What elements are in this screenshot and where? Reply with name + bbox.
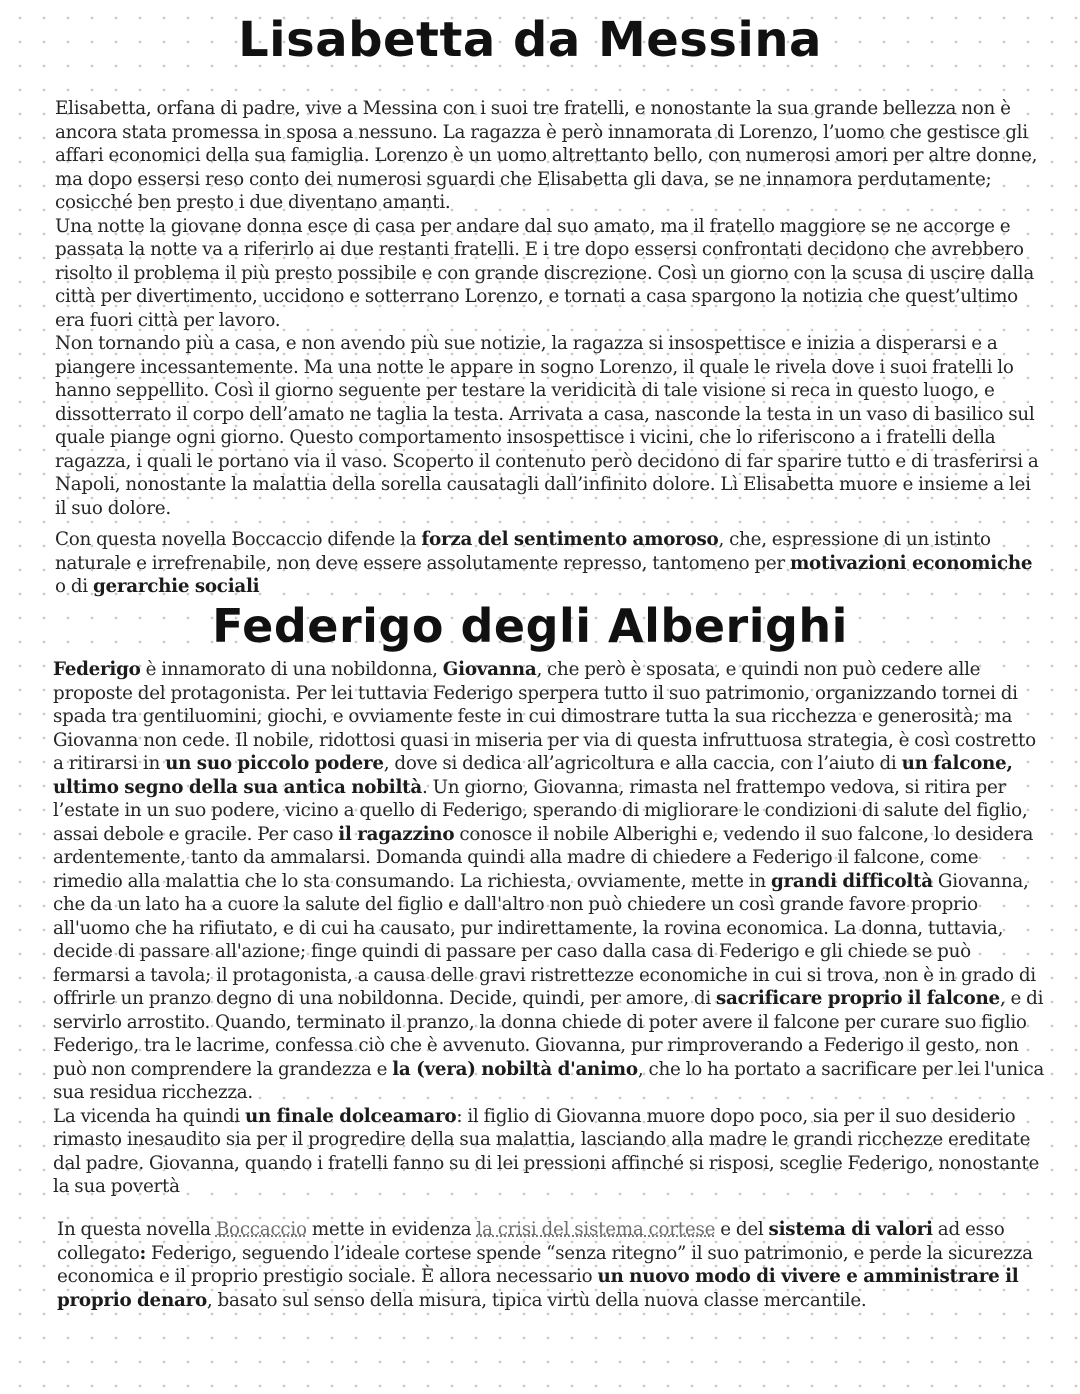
text: , che però è sposata, e quindi non può cedere alle proposte del protagonista. Per lei tuttavia Federigo sperpera tutto il suo patrimonio, organizzando tornei di spada tra gentiluomini, giochi, e ovviamente feste in cui dimostrare tutta la sua ricchezza e generosità; ma Giovanna non cede. Il nobile, ridottosi quasi in miseria per via di questa infruttuosa strategia, è così costretto a ritirarsi in — [53, 659, 1036, 774]
summary-part-1: Elisabetta, orfana di padre, vive a Messina con i suoi tre fratelli, e nonostante la sua grande bellezza non è ancora stata promessa in sposa a nessuno. La ragazza è però innamorata di Lorenzo, l’uomo che gestisce gli affari economici della sua famiglia. Lorenzo è un uomo altrettanto bello, con numerosi amori per altre donne, ma dopo essersi reso conto dei numerosi sguardi che Elisabetta gli dava, se ne innamora perdutamente; cosicché ben presto i due diventano amanti. — [55, 98, 1038, 213]
text: Con questa novella Boccaccio difende la — [55, 529, 422, 550]
summary-part-3: Non tornando più a casa, e non avendo più sue notizie, la ragazza si insospettisce e inizia a disperarsi e a piangere incessantemente. Ma una notte le appare in sogno Lorenzo, il quale le rivela dove i suoi fratelli lo hanno seppellito. Così il giorno seguente per testare la veridicità di tale visione si reca in questo luogo, e dissotterrato il corpo dell’amato ne taglia la testa. Arrivata a casa, nasconde la testa in un vaso di basilico sul quale piange ogni giorno. Questo comportamento insospettisce i vicini, che lo riferiscono a i fratelli della ragazza, i quali le portano via il vaso. Scoperto il contenuto però decidono di far sparire tutto e di trasferirsi a Napoli, nonostante la malattia della sorella causatagli dall’infinito dolore. Lì Elisabetta muore e insieme a lei il suo dolore. — [55, 333, 1039, 519]
underlined-phrase: Boccaccio — [215, 1219, 307, 1240]
bold-phrase: forza del sentimento amoroso — [421, 529, 719, 550]
title-lisabetta: Lisabetta da Messina — [238, 12, 822, 68]
text: e del — [715, 1219, 769, 1240]
lisabetta-commentary — [55, 528, 1040, 599]
bold-phrase: motivazioni economiche — [789, 552, 1033, 574]
text: Federigo, seguendo l’ideale cortese spende “senza ritegno” il suo patrimonio, e perde la sicurezza economica e il proprio prestigio sociale. È allora necessario — [57, 1242, 1033, 1287]
bold-phrase: un finale dolceamaro — [244, 1105, 457, 1127]
bold-phrase: il ragazzino — [338, 823, 455, 845]
title-federigo: Federigo degli Alberighi — [212, 599, 848, 653]
bold-phrase: gerarchie sociali — [92, 576, 260, 597]
text: , che, espressione di un istinto naturale e irrefrenabile, non deve essere assolutamente represso, tantomeno per — [55, 529, 991, 574]
text: , e di servirlo arrostito. Quando, terminato il pranzo, la donna chiede di poter avere il falcone per curare suo figlio Federigo, tra le lacrime, confessa ciò che è avvenuto. Giovanna, pur rimproverando a Federigo il gesto, non può non comprendere la grandezza e — [53, 988, 1044, 1080]
bold-phrase: Giovanna — [442, 659, 537, 680]
bold-phrase: la (vera) nobiltà d'animo — [392, 1058, 638, 1080]
bold-phrase: un falcone, ultimo segno della sua antica nobiltà — [53, 753, 1013, 798]
bold-phrase: Federigo — [53, 659, 141, 680]
summary-part-2: Una notte la giovane donna esce di casa per andare dal suo amato, ma il fratello maggiore se ne accorge e passata la notte va a riferirlo ai due restanti fratelli. E i tre dopo essersi confrontati decidono che avrebbero risolto il problema il più presto possibile e con grande discrezione. Così un giorno con la scusa di uscire dalla città per divertimento, uccidono e sotterrano Lorenzo, e tornati a casa spargono la notizia che quest’ultimo era fuori città per lavoro. — [55, 215, 1035, 331]
text: : il figlio di Giovanna muore dopo poco, sia per il suo desiderio rimasto inesaudito sia per il progredire della sua malattia, lasciando alla madre le grandi ricchezze ereditate dal padre. Giovanna, quando i fratelli fanno su di lei pressioni affinché si risposi, sceglie Federigo, nonostante la sua povertà — [53, 1105, 1040, 1197]
bold-phrase: sistema di valori — [768, 1219, 933, 1240]
text: , basato sul senso della misura, tipica virtù della nuova classe mercantile. — [206, 1289, 867, 1311]
text: Giovanna, che da un lato ha a cuore la salute del figlio e dall'altro non può chiedere un così grande favore proprio all'uomo che ha rifiutato, e di cui ha causato, pur indirettamente, la rovina economica. La donna, tuttavia, decide di passare all'azione; finge quindi di passare per caso dalla casa di Federigo e gli chiede se può fermarsi a tavola; il protagonista, a causa delle gravi ristrettezze economiche in cui si trova, non è in grado di offrirle un pranzo degno di una nobildonna. Decide, quindi, per amore, di — [53, 870, 1036, 1009]
text: conosce il nobile Alberighi e, vedendo il suo falcone, lo desidera ardentemente, tanto da ammalarsi. Domanda quindi alla madre di chiedere a Federigo il falcone, come rimedio alla malattia che lo sta consumando. La richiesta, ovviamente, mette in — [53, 823, 1034, 892]
text: , dove si dedica all’agricoltura e alla caccia, con l’aiuto di — [383, 753, 902, 774]
bold-phrase: : — [139, 1242, 146, 1264]
bold-phrase: grandi difficoltà — [770, 870, 933, 892]
federigo-summary — [53, 658, 1050, 1199]
lisabetta-summary — [55, 97, 1040, 520]
text: ad esso collegato — [57, 1219, 1005, 1264]
text: o di — [55, 576, 93, 597]
federigo-commentary — [57, 1218, 1047, 1312]
bold-phrase: un suo piccolo podere — [165, 753, 384, 774]
text: . Un giorno, Giovanna, rimasta nel frattempo vedova, si ritira per l’estate in un suo podere, vicino a quello di Federigo, sperando di migliorare le condizioni di salute del figlio, assai debole e gracile. Per caso — [53, 776, 1028, 845]
bold-phrase: sacrificare proprio il falcone — [715, 988, 1000, 1009]
bold-phrase: un nuovo modo di vivere e amministrare il proprio denaro — [57, 1266, 1019, 1311]
text: , che lo ha portato a sacrificare per lei l'unica sua residua ricchezza. — [53, 1058, 1045, 1103]
text: La vicenda ha quindi — [53, 1105, 245, 1127]
text: mette in evidenza — [306, 1219, 477, 1240]
text: è innamorato di una nobildonna, — [140, 659, 443, 680]
text: In questa novella — [57, 1219, 216, 1240]
underlined-phrase: la crisi del sistema cortese — [476, 1219, 716, 1240]
